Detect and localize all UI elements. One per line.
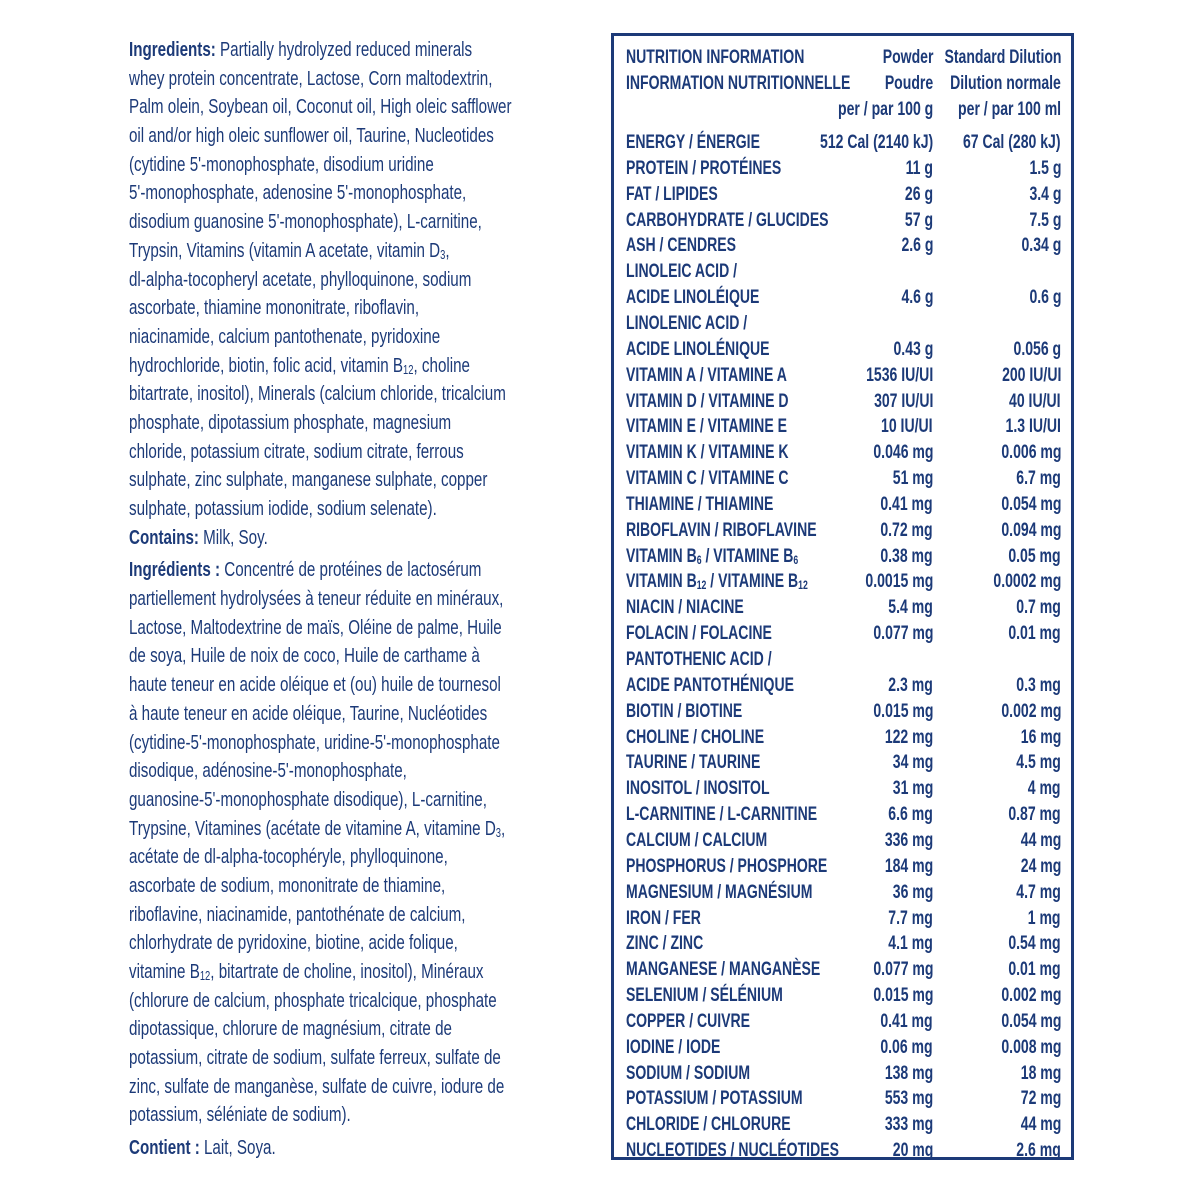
nutrient-label: PROTEIN / PROTÉINES [626,156,782,179]
ingredients-fr-line: Lactose, Maltodextrine de maïs, Oléine de palme, Huile [129,615,502,639]
nutrition-row [626,181,1061,207]
dilution-value: 0.0002 mg [993,570,1061,593]
nutrient-label: IRON / FER [626,906,701,929]
powder-value: 26 g [904,182,933,205]
dilution-value: 18 mg [1020,1061,1061,1084]
nutrition-row [626,284,1061,310]
nutrition-row [626,1111,1061,1137]
dilution-value: 4.5 mg [1016,751,1061,774]
nutrition-row [626,439,1061,465]
ingredients-en-line: 5'-monophosphate, adenosine 5'-monophosphate, [129,181,467,205]
powder-value: 0.72 mg [880,518,933,541]
nutrient-label: PHOSPHORUS / PHOSPHORE [626,854,828,877]
powder-value: 0.0015 mg [865,570,933,593]
ingredients-fr [129,556,599,1130]
dilution-value: 7.5 g [1029,208,1061,231]
nutrient-label: ENERGY / ÉNERGIE [626,131,760,153]
nutrition-row [626,879,1061,905]
nutrient-label: NIACIN / NIACINE [626,596,744,619]
ingredients-en-line: dl-alpha-tocopheryl acetate, phylloquinone, sodium [129,267,472,291]
ingredients-fr-line: potassium, citrate de sodium, sulfate ferreux, sulfate de [129,1046,501,1070]
powder-value: 333 mg [884,1113,933,1136]
ingredients-fr-line: chlorhydrate de pyridoxine, biotine, acide folique, [129,931,458,955]
nutrition-row [626,905,1061,931]
nutrient-label: IODINE / IODE [626,1035,721,1058]
nutrition-row [626,388,1061,414]
dilution-header-fr: Dilution normale [950,72,1061,94]
nutrition-row [626,258,1061,284]
ingredients-en-line: sulphate, potassium iodide, sodium selenate). [129,497,437,520]
dilution-value: 0.002 mg [1000,984,1061,1007]
nutrition-row [626,155,1061,181]
dilution-value: 0.05 mg [1008,544,1061,567]
dilution-value: 0.002 mg [1000,699,1061,722]
powder-value: 57 g [904,208,933,231]
powder-value: 1536 IU/UI [865,363,933,386]
powder-value: 0.015 mg [872,699,933,722]
nutrition-row [626,1008,1061,1034]
powder-value: 6.6 mg [888,803,933,826]
ingredients-en-label: Ingredients: [129,38,216,61]
powder-header-fr: Poudre [884,72,933,94]
nutrient-label: VITAMIN $B_6$ / VITAMINE $B_6$ [626,544,799,567]
nutrition-row [626,543,1061,569]
nutrition-row [626,362,1061,388]
dilution-value: 0.054 mg [1000,492,1061,515]
powder-value: 0.38 mg [880,544,933,567]
dilution-value: 0.01 mg [1008,958,1061,981]
powder-value: 0.06 mg [880,1035,933,1058]
powder-value: 0.41 mg [880,1009,933,1032]
powder-value: 20 mg [892,1139,933,1162]
contains-fr-label: Contient : [129,1136,200,1160]
powder-value: 138 mg [884,1061,933,1084]
ingredients-fr-line: Trypsine, Vitamines (acétate de vitamine A, vitamine $D_3$, [129,816,506,840]
dilution-value: 1 mg [1028,906,1061,929]
nutrient-label: SODIUM / SODIUM [626,1061,751,1084]
dilution-value: 0.87 mg [1008,803,1061,826]
ingredients-fr-line: (cytidine-5'-monophosphate, uridine-5'-monophosphate [129,730,500,754]
powder-value: 4.6 g [901,286,933,309]
powder-value: 0.077 mg [872,622,933,645]
nutrition-row [626,724,1061,750]
nutrition-row [626,801,1061,827]
nutrient-label: VITAMIN E / VITAMINE E [626,415,787,438]
dilution-value: 0.54 mg [1008,932,1061,955]
nutrition-row [626,827,1061,853]
nutrient-label: PANTOTHENIC ACID / [626,648,772,670]
dilution-value: 0.3 mg [1016,673,1061,696]
nutrition-row [626,672,1061,698]
nutrition-row [626,1034,1061,1060]
dilution-value: 0.01 mg [1008,622,1061,645]
nutrition-row [626,594,1061,620]
ingredients-fr-line: Ingrédients : Concentré de protéines de lactosérum [129,558,482,582]
ingredients-en-line: (cytidine 5'-monophosphate, disodium uridine [129,152,434,176]
nutrition-row [626,336,1061,362]
nutrient-label: FOLACIN / FOLACINE [626,622,772,645]
nutrient-label: TAURINE / TAURINE [626,751,761,774]
contains-en-label: Contains: [129,525,199,549]
ingredients-en-line: phosphate, dipotassium phosphate, magnesium [129,410,452,434]
powder-value: 307 IU/UI [873,389,933,412]
powder-value: 0.077 mg [872,958,933,981]
dilution-value: 0.008 mg [1000,1035,1061,1058]
dilution-value: 40 IU/UI [1009,389,1061,412]
nutrition-row [626,930,1061,956]
nutrition-title-fr: INFORMATION NUTRITIONNELLE [626,72,851,94]
nutrient-label: LINOLEIC ACID / [626,260,738,283]
nutrient-label: MANGANESE / MANGANÈSE [626,958,821,981]
dilution-value: 0.054 mg [1000,1009,1061,1032]
powder-value: 5.4 mg [888,596,933,619]
nutrition-row [626,491,1061,517]
nutrition-row [626,413,1061,439]
ingredients-en [129,36,599,524]
dilution-value: 6.7 mg [1016,467,1061,490]
ingredients-fr-line: zinc, sulfate de manganèse, sulfate de cuivre, iodure de [129,1074,505,1098]
dilution-value: 16 mg [1020,725,1061,748]
dilution-value: 1.3 IU/UI [1005,415,1061,438]
nutrient-label: COPPER / CUIVRE [626,1009,751,1032]
nutrient-label: FAT / LIPIDES [626,182,718,205]
dilution-value: 67 Cal (280 kJ) [963,131,1061,153]
dilution-value: 0.6 g [1029,286,1061,309]
ingredients-fr-line: acétate de dl-alpha-tocophéryle, phylloquinone, [129,845,448,869]
ingredients-en-line: chloride, potassium citrate, sodium citrate, ferrous [129,439,464,463]
nutrition-row [626,982,1061,1008]
ingredients-fr-line: haute teneur en acide oléique et (ou) huile de tournesol [129,673,501,697]
nutrient-label: CHLORIDE / CHLORURE [626,1113,791,1136]
dilution-value: 0.7 mg [1016,596,1061,619]
nutrient-label: ACIDE PANTOTHÉNIQUE [626,673,794,696]
ingredients-en-line: oil and/or high oleic sunflower oil, Taurine, Nucleotides [129,124,494,148]
nutrient-label: NUCLEOTIDES / NUCLÉOTIDES [626,1139,839,1162]
ingredients-fr-line: disodique, adénosine-5'-monophosphate, [129,759,407,783]
ingredients-en-line: sulphate, zinc sulphate, manganese sulphate, copper [129,468,488,492]
nutrient-label: SELENIUM / SÉLÉNIUM [626,984,783,1007]
dilution-value: 0.006 mg [1000,441,1061,464]
dilution-value: 44 mg [1020,1113,1061,1136]
powder-value: 36 mg [892,880,933,903]
dilution-value: 72 mg [1020,1087,1061,1110]
dilution-value: 0.056 g [1013,337,1061,360]
nutrition-unit-row [626,96,1061,122]
nutrient-label: ACIDE LINOLÉIQUE [626,286,760,309]
nutrition-row [626,568,1061,594]
nutrition-row [626,232,1061,258]
nutrition-row [626,1137,1061,1163]
nutrition-row [626,207,1061,233]
dilution-value: 0.34 g [1021,234,1061,257]
dilution-value: 4 mg [1028,777,1061,800]
ingredients-en-line: Ingredients: Partially hydrolyzed reduced minerals [129,38,473,61]
nutrient-label: VITAMIN K / VITAMINE K [626,441,789,464]
nutrient-label: VITAMIN C / VITAMINE C [626,467,789,490]
nutrient-label: THIAMINE / THIAMINE [626,492,774,515]
dilution-value: 3.4 g [1029,182,1061,205]
ingredients-fr-line: riboflavine, niacinamide, pantothénate de calcium, [129,902,466,926]
dilution-unit: per / par 100 ml [957,98,1061,120]
nutrition-header-row [626,44,1061,70]
powder-value: 34 mg [892,751,933,774]
nutrition-row [626,620,1061,646]
powder-value: 2.3 mg [888,673,933,696]
dilution-value: 4.7 mg [1016,880,1061,903]
dilution-value: 0.094 mg [1000,518,1061,541]
ingredients-en-line: ascorbate, thiamine mononitrate, riboflavin, [129,296,420,320]
nutrient-label: POTASSIUM / POTASSIUM [626,1087,803,1110]
ingredients-fr-label: Ingrédients : [129,558,221,582]
powder-value: 336 mg [884,828,933,851]
nutrient-label: CHOLINE / CHOLINE [626,725,765,748]
contains-fr: Contient : Lait, Soya. [129,1136,276,1160]
nutrition-row [626,1060,1061,1086]
nutrition-row [626,956,1061,982]
nutrient-label: CARBOHYDRATE / GLUCIDES [626,208,829,231]
nutrition-row [626,310,1061,336]
powder-unit: per / par 100 g [837,98,933,120]
nutrient-label: MAGNESIUM / MAGNÉSIUM [626,880,813,903]
nutrient-label: ACIDE LINOLÉNIQUE [626,337,770,360]
dilution-value: 44 mg [1020,828,1061,851]
nutrition-row [626,646,1061,672]
ingredients-en-line: Trypsin, Vitamins (vitamin A acetate, vitamin $D_3$, [129,238,450,262]
nutrition-header-row [626,70,1061,96]
powder-value: 0.43 g [893,337,933,360]
ingredients-fr-line: partiellement hydrolysées à teneur réduite en minéraux, [129,587,504,611]
ingredients-fr-line: vitamine $B_{12}$, bitartrate de choline, inositol), Minéraux [129,960,484,983]
dilution-value: 24 mg [1020,854,1061,877]
nutrition-row [626,465,1061,491]
ingredients-fr-line: potassium, séléniate de sodium). [129,1103,351,1127]
ingredients-fr-line: guanosine-5'-monophosphate disodique), L-carnitine, [129,787,487,811]
nutrient-label: VITAMIN $B_{12}$ / VITAMINE $B_{12}$ [626,570,808,593]
powder-value: 553 mg [884,1087,933,1110]
nutrition-row [626,749,1061,775]
powder-value: 512 Cal (2140 kJ) [819,131,933,153]
powder-value: 2.6 g [901,234,933,257]
dilution-value: 2.6 mg [1016,1139,1061,1162]
nutrient-label: BIOTIN / BIOTINE [626,699,743,722]
nutrition-table [611,33,1074,1160]
ingredients-en-line: whey protein concentrate, Lactose, Corn maltodextrin, [129,66,493,90]
nutrition-row [626,129,1061,155]
ingredients-en-line: disodium guanosine 5'-monophosphate), L-carnitine, [129,210,482,234]
dilution-value: 200 IU/UI [1001,363,1061,386]
ingredients-panel [129,36,599,1163]
powder-value: 184 mg [884,854,933,877]
contains-en: Contains: Milk, Soy. [129,525,268,549]
ingredients-fr-line: à haute teneur en acide oléique, Taurine, Nucléotides [129,701,488,725]
powder-value: 0.41 mg [880,492,933,515]
nutrient-label: ASH / CENDRES [626,234,737,257]
ingredients-fr-line: dipotassique, chlorure de magnésium, citrate de [129,1017,452,1041]
dilution-header-en: Standard Dilution [944,46,1061,68]
powder-value: 4.1 mg [888,932,933,955]
powder-value: 0.015 mg [872,984,933,1007]
nutrient-label: CALCIUM / CALCIUM [626,828,768,851]
ingredients-en-line: Palm olein, Soybean oil, Coconut oil, High oleic safflower [129,95,512,119]
ingredients-fr-line: ascorbate de sodium, mononitrate de thiamine, [129,873,446,897]
nutrition-row [626,1085,1061,1111]
nutrient-label: L-CARNITINE / L-CARNITINE [626,803,818,826]
powder-value: 0.046 mg [872,441,933,464]
powder-value: 31 mg [892,777,933,800]
nutrient-label: VITAMIN A / VITAMINE A [626,363,787,386]
powder-header-en: Powder [882,46,933,68]
nutrition-title-en: NUTRITION INFORMATION [626,46,805,68]
ingredients-en-line: hydrochloride, biotin, folic acid, vitamin $B_{12}$, choline [129,353,471,377]
powder-value: 51 mg [892,467,933,490]
ingredients-en-line: bitartrate, inositol), Minerals (calcium chloride, tricalcium [129,382,506,406]
nutrition-row [626,517,1061,543]
nutrient-label: LINOLENIC ACID / [626,311,748,334]
powder-value: 10 IU/UI [881,415,933,438]
dilution-value: 1.5 g [1029,156,1061,179]
ingredients-fr-line: de soya, Huile de noix de coco, Huile de carthame à [129,644,480,668]
powder-value: 11 g [905,156,933,179]
nutrition-row [626,775,1061,801]
powder-value: 122 mg [884,725,933,748]
nutrient-label: ZINC / ZINC [626,932,704,955]
ingredients-fr-line: (chlorure de calcium, phosphate tricalcique, phosphate [129,988,497,1012]
nutrition-row [626,698,1061,724]
nutrient-label: RIBOFLAVIN / RIBOFLAVINE [626,518,817,541]
nutrition-row [626,853,1061,879]
nutrient-label: INOSITOL / INOSITOL [626,777,770,800]
powder-value: 7.7 mg [888,906,933,929]
nutrient-label: VITAMIN D / VITAMINE D [626,389,789,412]
ingredients-en-line: niacinamide, calcium pantothenate, pyridoxine [129,324,441,348]
